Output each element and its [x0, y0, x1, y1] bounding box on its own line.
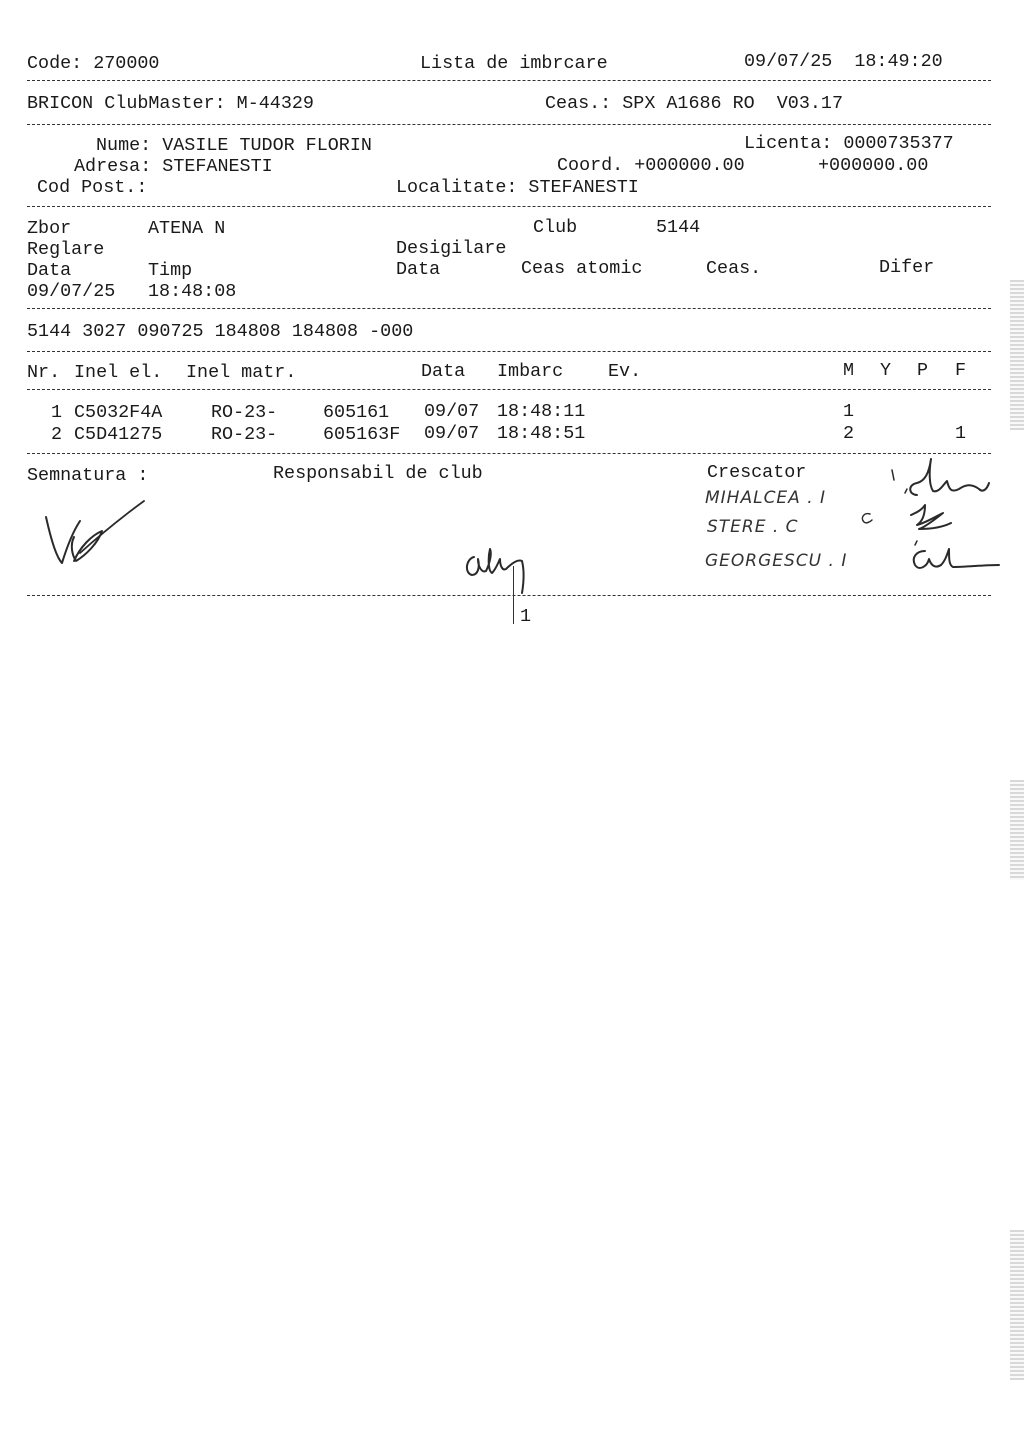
timp-label: Timp — [148, 260, 193, 281]
license-number: Licenta: 0000735377 — [744, 133, 954, 154]
col-f: F — [955, 360, 967, 381]
signature-club-responsible — [462, 545, 542, 605]
divider — [27, 453, 991, 454]
row-time: 18:48:51 — [497, 423, 586, 444]
reglare-label: Reglare — [27, 239, 105, 260]
row-ring-no: 605163F — [323, 424, 401, 445]
atomic-clock-label: Ceas atomic — [521, 258, 643, 279]
signature-breeder — [895, 455, 1005, 580]
row-ring-prefix: RO-23- — [211, 402, 278, 423]
clock-id: Ceas.: SPX A1686 RO V03.17 — [545, 93, 843, 114]
col-ev: Ev. — [608, 361, 642, 382]
col-nr: Nr. — [27, 362, 61, 383]
signature-main — [40, 495, 150, 570]
scan-edge — [1010, 280, 1024, 430]
print-datetime: 09/07/25 18:49:20 — [744, 51, 943, 72]
difer-label: Difer — [879, 257, 935, 278]
handwritten-name: GEORGESCU . I — [705, 551, 848, 571]
divider — [27, 206, 991, 207]
scan-edge — [1010, 1230, 1024, 1380]
col-inel-el: Inel el. — [74, 362, 163, 383]
col-y: Y — [880, 360, 892, 381]
row-f: 1 — [955, 423, 967, 444]
flight-name: ATENA N — [148, 218, 226, 239]
row-inel-el: C5032F4A — [74, 402, 163, 423]
col-p: P — [917, 360, 929, 381]
reglare-time: 18:48:08 — [148, 281, 237, 302]
divider — [27, 351, 991, 352]
handwritten-name: MIHALCEA . I — [705, 488, 827, 508]
mark-icon — [888, 466, 902, 496]
divider — [27, 389, 991, 390]
data-label: Data — [27, 260, 72, 281]
flight-label: Zbor — [27, 218, 72, 239]
row-m: 1 — [843, 401, 855, 422]
scan-edge — [1010, 780, 1024, 880]
reglare-date: 09/07/25 — [27, 281, 116, 302]
col-data: Data — [421, 361, 466, 382]
divider — [27, 595, 991, 596]
club-number: 5144 — [656, 217, 701, 238]
breeder-label: Crescator — [707, 462, 807, 483]
postal-code: Cod Post.: — [37, 177, 148, 198]
row-ring-no: 605161 — [323, 402, 390, 423]
col-imbarc: Imbarc — [497, 361, 564, 382]
coord-lon: +000000.00 — [818, 155, 929, 176]
sync-line: 5144 3027 090725 184808 184808 -000 — [27, 321, 414, 342]
row-nr: 1 — [51, 402, 63, 423]
divider — [27, 124, 991, 125]
divider — [27, 308, 991, 309]
clock-label: Ceas. — [706, 258, 762, 279]
row-time: 18:48:11 — [497, 401, 586, 422]
fancier-address: Adresa: STEFANESTI — [74, 156, 273, 177]
code-label: Code: 270000 — [27, 53, 160, 74]
row-m: 2 — [843, 423, 855, 444]
mark-icon — [858, 510, 874, 528]
row-inel-el: C5D41275 — [74, 424, 163, 445]
desigilare-label: Desigilare — [396, 238, 507, 259]
coord-lat: Coord. +000000.00 — [557, 155, 745, 176]
club-responsible-label: Responsabil de club — [273, 463, 483, 484]
row-nr: 2 — [51, 424, 63, 445]
row-date: 09/07 — [424, 401, 480, 422]
fold-mark — [513, 566, 514, 624]
locality: Localitate: STEFANESTI — [396, 177, 639, 198]
club-label: Club — [533, 217, 578, 238]
signature-label: Semnatura : — [27, 465, 149, 486]
col-m: M — [843, 360, 855, 381]
software-version: BRICON ClubMaster: M-44329 — [27, 93, 314, 114]
fancier-name: Nume: VASILE TUDOR FLORIN — [96, 135, 372, 156]
document-title: Lista de imbrcare — [420, 53, 608, 74]
row-ring-prefix: RO-23- — [211, 424, 278, 445]
divider — [27, 80, 991, 81]
page-number: 1 — [520, 606, 532, 627]
handwritten-name: STERE . C — [707, 517, 799, 537]
col-inel-matr: Inel matr. — [186, 362, 297, 383]
row-date: 09/07 — [424, 423, 480, 444]
desig-data-label: Data — [396, 259, 441, 280]
